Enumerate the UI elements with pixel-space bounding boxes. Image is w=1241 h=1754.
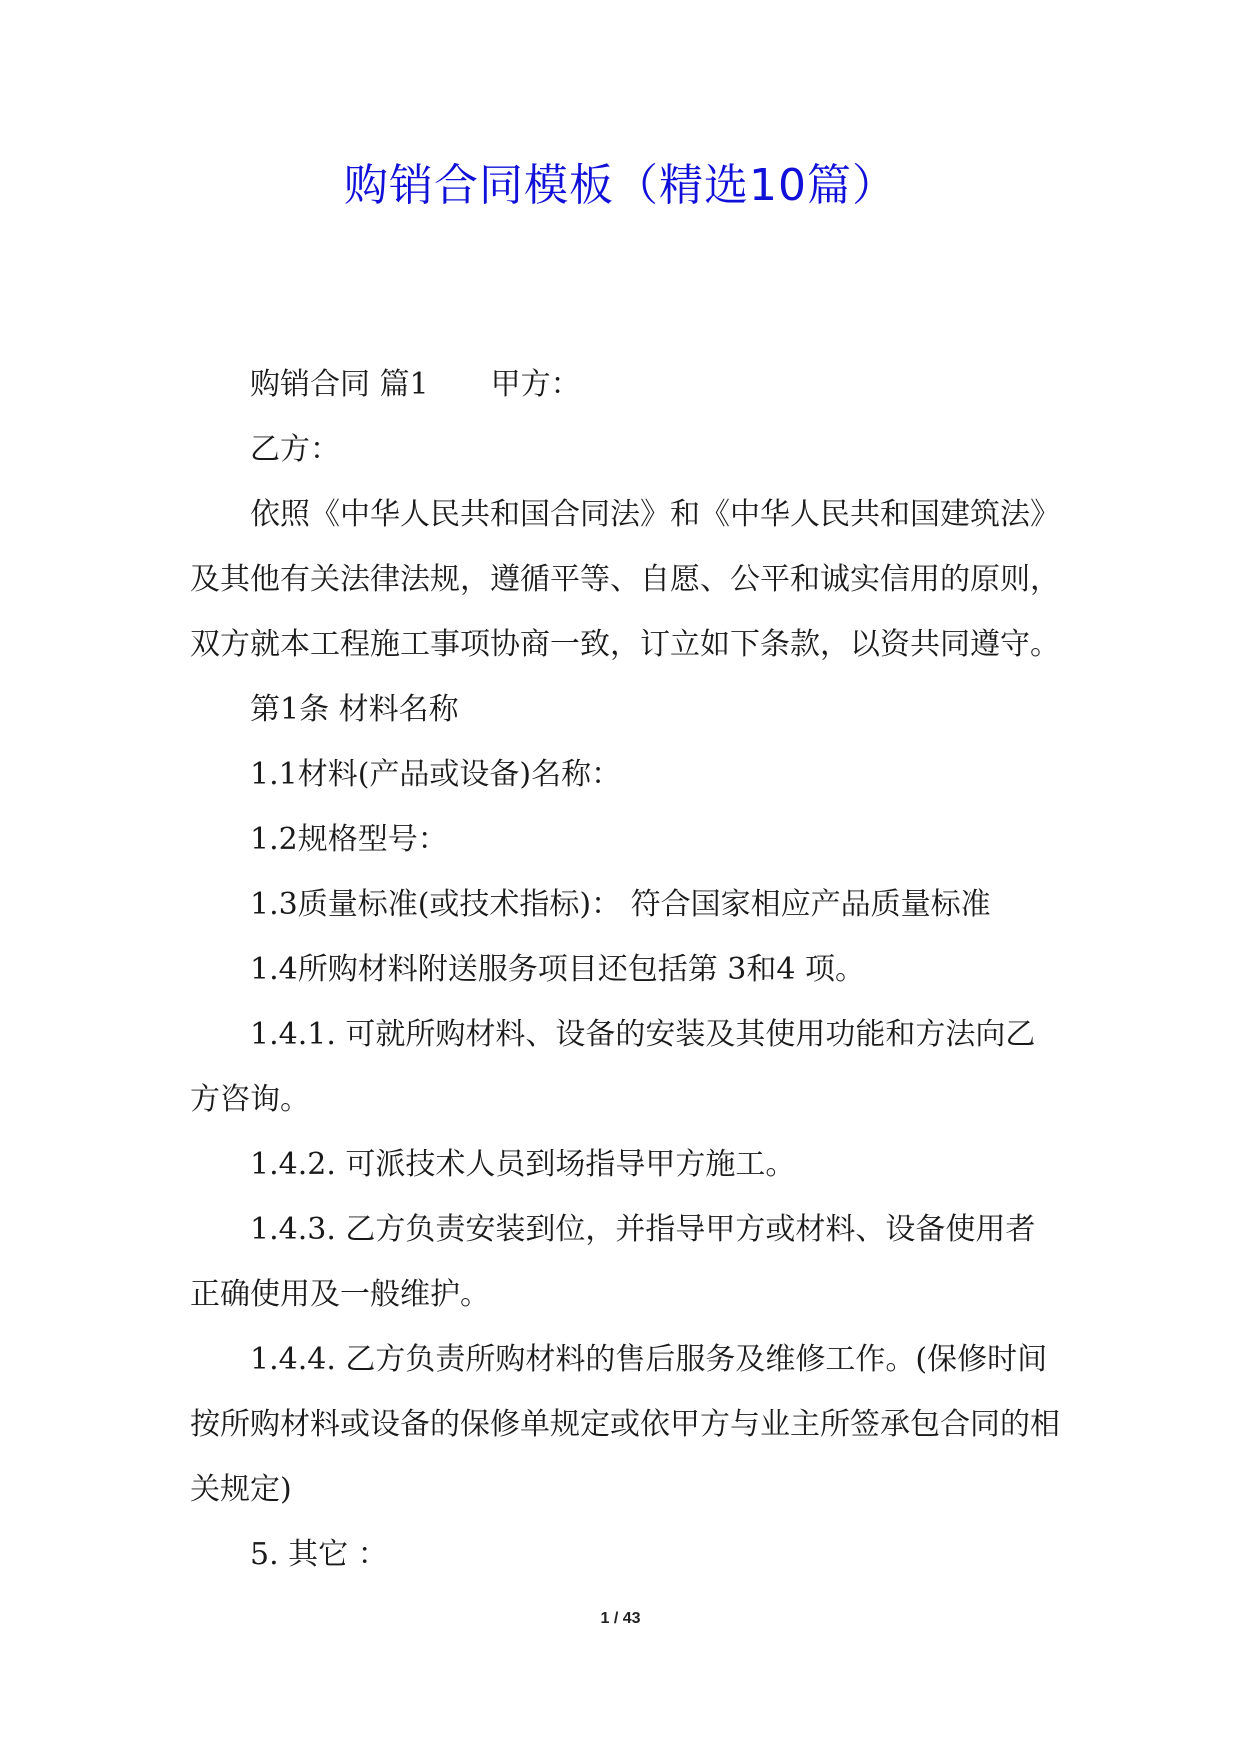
clause-1-1: 1.1材料(产品或设备)名称： (250, 757, 622, 792)
contract-header-line (190, 352, 1060, 417)
page-number: 1 / 43 (600, 1610, 641, 1627)
party-a-label: 甲方： (490, 367, 581, 402)
clause-1-4-2: 1.4.2. 可派技术人员到场指导甲方施工。 (250, 1147, 796, 1182)
clause-1-3: 1.3质量标准(或技术指标)： 符合国家相应产品质量标准 (250, 887, 991, 922)
article-1-heading: 第1条 材料名称 (250, 692, 459, 727)
document-title: 购销合同模板（精选10篇） (344, 160, 897, 211)
clause-1-4-1: 1.4.1. 可就所购材料、设备的安装及其使用功能和方法向乙方咨询。 (190, 1017, 1036, 1117)
clause-1-4-4: 1.4.4. 乙方负责所购材料的售后服务及维修工作。(保修时间按所购材料或设备的保修单规定或依甲方与业主所签承包合同的相关规定) (190, 1342, 1060, 1507)
clause-1-4: 1.4所购材料附送服务项目还包括第 3和4 项。 (250, 952, 865, 987)
clause-1-2: 1.2规格型号： (250, 822, 448, 857)
clause-1-4-3: 1.4.3. 乙方负责安装到位，并指导甲方或材料、设备使用者正确使用及一般维护。 (190, 1212, 1036, 1312)
document-body (190, 352, 1060, 1587)
preamble-paragraph: 依照《中华人民共和国合同法》和《中华人民共和国建筑法》及其他有关法律法规，遵循平等、自愿、公平和诚实信用的原则，双方就本工程施工事项协商一致，订立如下条款，以资共同遵守。 (190, 497, 1060, 662)
party-b-label: 乙方： (250, 432, 340, 467)
clause-5-other: 5. 其它 ： (250, 1537, 388, 1572)
contract-section-label: 购销合同 篇1 (250, 367, 429, 402)
